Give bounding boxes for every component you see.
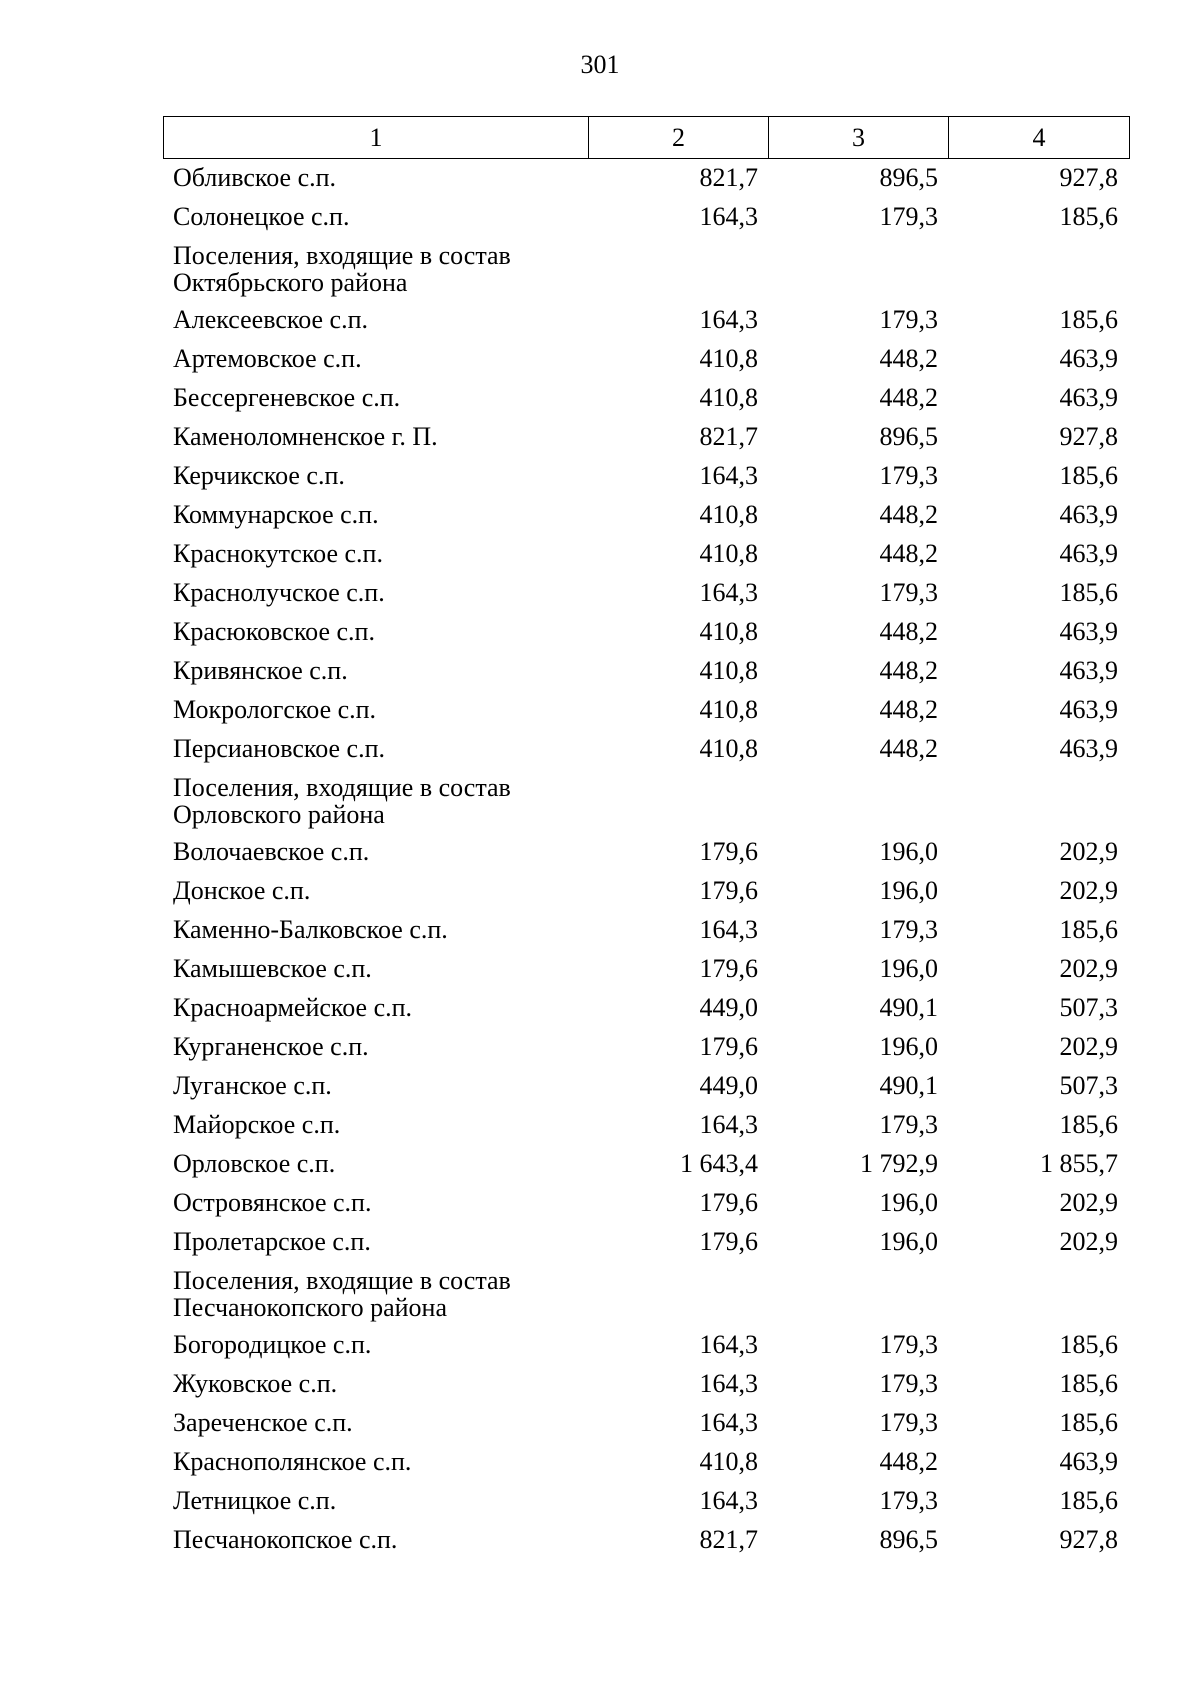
value-col-4: 463,9 — [1059, 383, 1118, 412]
value-col-2: 164,3 — [699, 202, 758, 231]
value-col-4: 463,9 — [1059, 500, 1118, 529]
group-heading: Поселения, входящие в состав Песчанокопского района — [173, 1266, 511, 1322]
value-col-2: 164,3 — [699, 1330, 758, 1359]
value-col-4: 185,6 — [1059, 1408, 1118, 1437]
value-col-3: 179,3 — [879, 1369, 938, 1398]
value-col-4: 463,9 — [1059, 734, 1118, 763]
settlement-name: Майорское с.п. — [173, 1110, 341, 1139]
value-col-3: 196,0 — [879, 876, 938, 905]
value-col-2: 179,6 — [699, 1032, 758, 1061]
value-col-2: 449,0 — [699, 993, 758, 1022]
table-row — [163, 1106, 1130, 1145]
header-col-4: 4 — [1032, 122, 1046, 152]
value-col-4: 202,9 — [1059, 1188, 1118, 1217]
settlement-name: Коммунарское с.п. — [173, 500, 379, 529]
group-heading: Поселения, входящие в состав Орловского района — [173, 773, 511, 829]
value-col-2: 821,7 — [699, 422, 758, 451]
value-col-3: 196,0 — [879, 1032, 938, 1061]
value-col-4: 927,8 — [1059, 1525, 1118, 1554]
table-row — [163, 574, 1130, 613]
value-col-2: 164,3 — [699, 305, 758, 334]
value-col-3: 448,2 — [879, 500, 938, 529]
table-row — [163, 1365, 1130, 1404]
value-col-2: 164,3 — [699, 1486, 758, 1515]
settlement-name: Луганское с.п. — [173, 1071, 332, 1100]
value-col-4: 507,3 — [1059, 993, 1118, 1022]
value-col-3: 179,3 — [879, 461, 938, 490]
value-col-3: 448,2 — [879, 383, 938, 412]
value-col-4: 463,9 — [1059, 1447, 1118, 1476]
value-col-3: 448,2 — [879, 344, 938, 373]
value-col-3: 448,2 — [879, 656, 938, 685]
value-col-4: 185,6 — [1059, 461, 1118, 490]
table-row — [163, 950, 1130, 989]
table-row — [163, 340, 1130, 379]
value-col-2: 410,8 — [699, 383, 758, 412]
settlement-name: Солонецкое с.п. — [173, 202, 350, 231]
value-col-4: 202,9 — [1059, 1227, 1118, 1256]
settlement-name: Краснополянское с.п. — [173, 1447, 412, 1476]
value-col-2: 449,0 — [699, 1071, 758, 1100]
settlement-name: Каменно-Балковское с.п. — [173, 915, 448, 944]
settlement-name: Краснокутское с.п. — [173, 539, 383, 568]
settlement-name: Обливское с.п. — [173, 163, 337, 192]
value-col-3: 179,3 — [879, 1330, 938, 1359]
value-col-2: 179,6 — [699, 954, 758, 983]
table-row — [163, 1326, 1130, 1365]
table-row — [163, 1028, 1130, 1067]
value-col-2: 410,8 — [699, 1447, 758, 1476]
value-col-3: 896,5 — [879, 422, 938, 451]
value-col-2: 821,7 — [699, 163, 758, 192]
value-col-3: 196,0 — [879, 1227, 938, 1256]
value-col-4: 185,6 — [1059, 915, 1118, 944]
settlement-name: Мокрологское с.п. — [173, 695, 377, 724]
value-col-4: 185,6 — [1059, 1369, 1118, 1398]
value-col-2: 410,8 — [699, 539, 758, 568]
settlement-name: Красноармейское с.п. — [173, 993, 413, 1022]
settlement-name: Камышевское с.п. — [173, 954, 372, 983]
settlement-name: Орловское с.п. — [173, 1149, 336, 1178]
table-row — [163, 301, 1130, 340]
value-col-4: 1 855,7 — [1040, 1149, 1118, 1178]
value-col-3: 179,3 — [879, 915, 938, 944]
value-col-3: 1 792,9 — [860, 1149, 938, 1178]
value-col-4: 185,6 — [1059, 1486, 1118, 1515]
table-row — [163, 1067, 1130, 1106]
value-col-2: 164,3 — [699, 461, 758, 490]
value-col-4: 927,8 — [1059, 163, 1118, 192]
settlement-name: Керчикское с.п. — [173, 461, 345, 490]
table-row — [163, 872, 1130, 911]
value-col-3: 490,1 — [879, 993, 938, 1022]
settlement-name: Бессергеневское с.п. — [173, 383, 401, 412]
value-col-4: 185,6 — [1059, 1110, 1118, 1139]
value-col-3: 896,5 — [879, 1525, 938, 1554]
table-row — [163, 730, 1130, 769]
value-col-4: 927,8 — [1059, 422, 1118, 451]
value-col-3: 448,2 — [879, 734, 938, 763]
value-col-3: 196,0 — [879, 954, 938, 983]
value-col-4: 463,9 — [1059, 344, 1118, 373]
table-row — [163, 613, 1130, 652]
value-col-4: 463,9 — [1059, 695, 1118, 724]
value-col-4: 202,9 — [1059, 954, 1118, 983]
value-col-2: 164,3 — [699, 1110, 758, 1139]
value-col-3: 448,2 — [879, 617, 938, 646]
value-col-4: 185,6 — [1059, 202, 1118, 231]
value-col-3: 179,3 — [879, 578, 938, 607]
value-col-3: 196,0 — [879, 1188, 938, 1217]
value-col-2: 164,3 — [699, 915, 758, 944]
table-row — [163, 989, 1130, 1028]
table-row — [163, 198, 1130, 237]
value-col-2: 410,8 — [699, 695, 758, 724]
header-col-1: 1 — [164, 117, 589, 158]
settlement-name: Пролетарское с.п. — [173, 1227, 371, 1256]
value-col-3: 179,3 — [879, 202, 938, 231]
table-row — [163, 1404, 1130, 1443]
value-col-3: 196,0 — [879, 837, 938, 866]
settlement-name: Кривянское с.п. — [173, 656, 348, 685]
value-col-4: 202,9 — [1059, 876, 1118, 905]
table-row — [163, 1443, 1130, 1482]
value-col-2: 410,8 — [699, 344, 758, 373]
value-col-2: 179,6 — [699, 876, 758, 905]
value-col-4: 202,9 — [1059, 1032, 1118, 1061]
value-col-4: 185,6 — [1059, 1330, 1118, 1359]
value-col-2: 1 643,4 — [680, 1149, 758, 1178]
table-row — [163, 1223, 1130, 1262]
value-col-2: 179,6 — [699, 1227, 758, 1256]
value-col-2: 179,6 — [699, 837, 758, 866]
value-col-3: 448,2 — [879, 539, 938, 568]
value-col-4: 202,9 — [1059, 837, 1118, 866]
settlement-name: Краснолучское с.п. — [173, 578, 385, 607]
settlement-name: Жуковское с.п. — [173, 1369, 338, 1398]
settlement-name: Персиановское с.п. — [173, 734, 386, 763]
settlement-name: Алексеевское с.п. — [173, 305, 368, 334]
value-col-2: 164,3 — [699, 578, 758, 607]
value-col-3: 179,3 — [879, 1408, 938, 1437]
value-col-2: 821,7 — [699, 1525, 758, 1554]
group-heading-row — [163, 769, 1130, 833]
table-body — [163, 159, 1130, 1560]
settlement-name: Летницкое с.п. — [173, 1486, 337, 1515]
value-col-3: 896,5 — [879, 163, 938, 192]
value-col-2: 410,8 — [699, 500, 758, 529]
settlement-name: Курганенское с.п. — [173, 1032, 369, 1061]
page-number: 301 — [580, 50, 620, 79]
value-col-2: 410,8 — [699, 734, 758, 763]
table-row — [163, 1145, 1130, 1184]
settlement-name: Волочаевское с.п. — [173, 837, 370, 866]
table-row — [163, 1521, 1130, 1560]
value-col-4: 185,6 — [1059, 578, 1118, 607]
value-col-4: 507,3 — [1059, 1071, 1118, 1100]
settlement-name: Островянское с.п. — [173, 1188, 372, 1217]
table-row — [163, 457, 1130, 496]
settlement-name: Зареченское с.п. — [173, 1408, 353, 1437]
value-col-4: 463,9 — [1059, 617, 1118, 646]
table-row — [163, 418, 1130, 457]
group-heading-row — [163, 1262, 1130, 1326]
table-header — [163, 116, 1130, 159]
value-col-4: 463,9 — [1059, 656, 1118, 685]
value-col-2: 164,3 — [699, 1408, 758, 1437]
value-col-3: 448,2 — [879, 1447, 938, 1476]
table-row — [163, 159, 1130, 198]
settlement-name: Артемовское с.п. — [173, 344, 362, 373]
table-row — [163, 833, 1130, 872]
value-col-3: 448,2 — [879, 695, 938, 724]
value-col-2: 410,8 — [699, 617, 758, 646]
value-col-3: 179,3 — [879, 1110, 938, 1139]
header-col-3: 3 — [769, 117, 949, 158]
value-col-3: 179,3 — [879, 1486, 938, 1515]
value-col-4: 185,6 — [1059, 305, 1118, 334]
settlement-name: Донское с.п. — [173, 876, 311, 905]
table-row — [163, 535, 1130, 574]
group-heading: Поселения, входящие в состав Октябрьского района — [173, 241, 511, 297]
table-row — [163, 911, 1130, 950]
table-row — [163, 652, 1130, 691]
settlement-name: Богородицкое с.п. — [173, 1330, 372, 1359]
value-col-4: 463,9 — [1059, 539, 1118, 568]
table-row — [163, 691, 1130, 730]
value-col-2: 164,3 — [699, 1369, 758, 1398]
settlement-name: Песчанокопское с.п. — [173, 1525, 398, 1554]
table-row — [163, 379, 1130, 418]
table-row — [163, 496, 1130, 535]
value-col-3: 179,3 — [879, 305, 938, 334]
table-row — [163, 1482, 1130, 1521]
settlement-name: Каменоломненское г. П. — [173, 422, 438, 451]
settlement-name: Красюковское с.п. — [173, 617, 375, 646]
value-col-3: 490,1 — [879, 1071, 938, 1100]
value-col-2: 179,6 — [699, 1188, 758, 1217]
header-col-2: 2 — [589, 117, 769, 158]
value-col-2: 410,8 — [699, 656, 758, 685]
group-heading-row — [163, 237, 1130, 301]
table-row — [163, 1184, 1130, 1223]
